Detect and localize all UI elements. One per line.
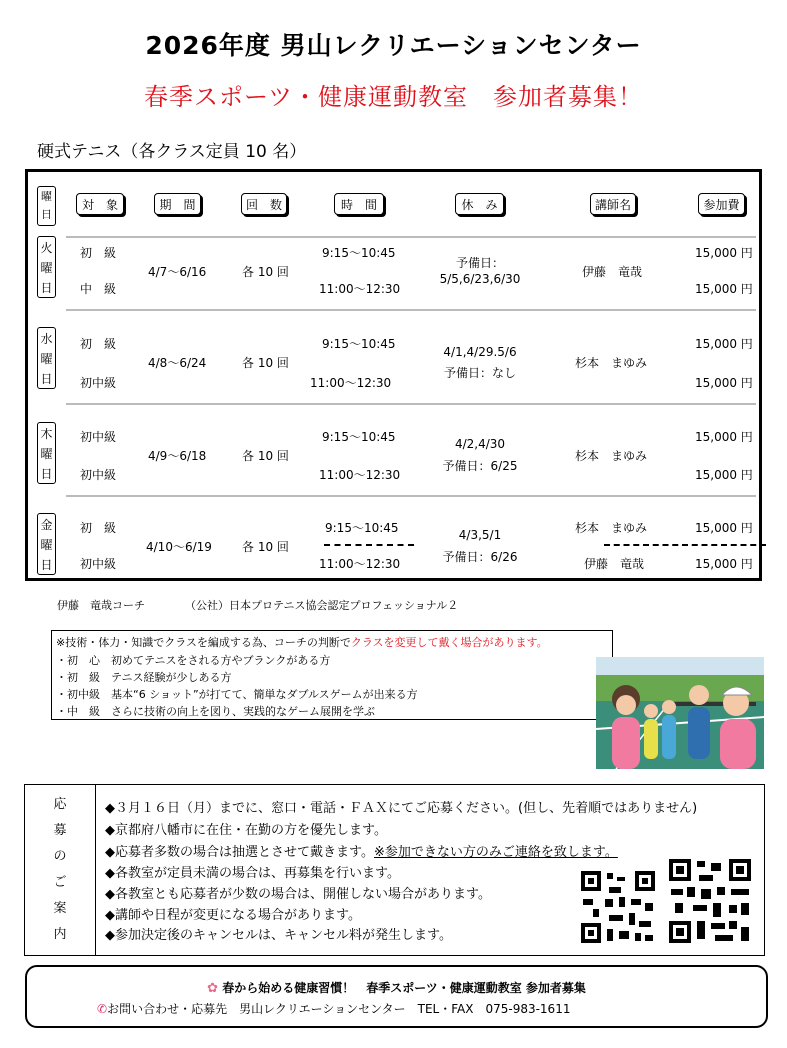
header-instructor: 講師名 bbox=[590, 193, 636, 215]
table-cell-holiday: 予備日：6/25 bbox=[442, 459, 518, 473]
header-time: 時 間 bbox=[334, 193, 384, 215]
table-cell-fee: 15,000 円 bbox=[695, 468, 753, 482]
table-cell-holiday: 4/1,4/29.5/6 bbox=[443, 345, 517, 359]
table-cell-level: 初中級 bbox=[80, 376, 117, 390]
footer-contact bbox=[25, 965, 768, 1028]
page-subtitle: 春季スポーツ・健康運動教室 参加者募集！ bbox=[143, 83, 644, 111]
footer-headline: ✿ 春から始める健康習慣！ 春季スポーツ・健康運動教室 参加者募集 bbox=[207, 981, 586, 996]
table-cell-holiday: 予備日：6/26 bbox=[442, 550, 518, 564]
application-item: ◆各教室とも応募者が少数の場合は、開催しない場合があります。 bbox=[105, 887, 491, 902]
table-cell-holiday: 予備日：なし bbox=[443, 366, 516, 380]
header-count: 回 数 bbox=[241, 193, 287, 215]
table-cell-time: 9:15～10:45 bbox=[322, 430, 396, 444]
table-cell-holiday: 5/5,6/23,6/30 bbox=[439, 272, 521, 286]
table-cell-fee: 15,000 円 bbox=[695, 246, 753, 260]
table-cell-fee: 15,000 円 bbox=[695, 337, 753, 351]
table-cell-time: 9:15～10:45 bbox=[322, 246, 396, 260]
application-item: ◆参加決定後のキャンセルは、キャンセル料が発生します。 bbox=[105, 928, 452, 943]
table-cell-count: 各 10 回 bbox=[242, 265, 289, 279]
level-item: ・初 心 初めてテニスをされる方やブランクがある方 bbox=[56, 654, 331, 667]
table-cell-level: 初中級 bbox=[80, 468, 117, 482]
table-cell-count: 各 10 回 bbox=[242, 356, 289, 370]
table-cell-time: 9:15～10:45 bbox=[325, 521, 399, 535]
header-day: 曜 日 bbox=[37, 186, 56, 226]
application-label: 応 募 の ご 案 内 bbox=[25, 785, 96, 955]
section-title: 硬式テニス（各クラス定員 10 名） bbox=[37, 142, 307, 162]
coach-note: 伊藤 竜哉コーチ （公社）日本プロテニス協会認定プロフェッショナル２ bbox=[57, 599, 459, 612]
level-notes-box bbox=[51, 630, 613, 720]
day-label-wed: 水 曜 日 bbox=[37, 327, 56, 389]
row-separator bbox=[66, 309, 756, 311]
application-item: ◆３月１６日（月）までに、窓口・電話・ＦＡＸにてご応募ください。(但し、先着順ではありません) bbox=[105, 801, 698, 816]
table-cell-holiday: 4/2,4/30 bbox=[454, 437, 506, 451]
level-item: ・初中級 基本“6 ショット”が打てて、簡単なダブルスゲームが出来る方 bbox=[56, 688, 418, 701]
flower-icon: ✿ bbox=[207, 981, 218, 996]
phone-icon: ✆ bbox=[97, 1002, 108, 1016]
table-cell-period: 4/10～6/19 bbox=[146, 540, 212, 554]
table-cell-instructor: 杉本 まゆみ bbox=[575, 356, 648, 370]
dashed-divider bbox=[604, 544, 766, 546]
table-cell-instructor: 伊藤 竜哉 bbox=[584, 557, 645, 571]
row-separator bbox=[66, 236, 756, 238]
table-cell-fee: 15,000 円 bbox=[695, 376, 753, 390]
class-warning: ※技術・体力・知識でクラスを編成する為、コーチの判断でクラスを変更して戴く場合があります。 bbox=[56, 636, 548, 649]
day-label-thu: 木 曜 日 bbox=[37, 422, 56, 484]
underlined-note: ※参加できない方のみご連絡を致します。 bbox=[373, 845, 618, 860]
day-label-tue: 火 曜 日 bbox=[37, 236, 56, 298]
table-cell-time: 9:15～10:45 bbox=[322, 337, 396, 351]
table-cell-instructor: 杉本 まゆみ bbox=[575, 449, 648, 463]
header-holiday: 休 み bbox=[455, 193, 504, 215]
level-item: ・初 級 テニス経験が少しある方 bbox=[56, 671, 232, 684]
table-cell-fee: 15,000 円 bbox=[695, 557, 753, 571]
table-cell-holiday: 4/3,5/1 bbox=[458, 528, 502, 542]
qr-code-icon[interactable] bbox=[579, 869, 657, 945]
application-item: ◆応募者多数の場合は抽選とさせて戴きます。※参加できない方のみご連絡を致します。 bbox=[105, 845, 618, 860]
table-cell-fee: 15,000 円 bbox=[695, 521, 753, 535]
table-cell-level: 初 級 bbox=[80, 246, 117, 260]
qr-code-icon[interactable] bbox=[667, 857, 753, 945]
table-cell-level: 中 級 bbox=[80, 282, 117, 296]
row-separator bbox=[66, 403, 756, 405]
table-cell-level: 初中級 bbox=[80, 557, 117, 571]
header-fee: 参加費 bbox=[698, 193, 745, 215]
header-period: 期 間 bbox=[154, 193, 201, 215]
table-cell-count: 各 10 回 bbox=[242, 540, 289, 554]
table-cell-time: 11:00～12:30 bbox=[319, 282, 401, 296]
application-info-box bbox=[24, 784, 765, 956]
row-separator bbox=[66, 495, 756, 497]
table-cell-period: 4/7～6/16 bbox=[148, 265, 207, 279]
table-cell-instructor: 杉本 まゆみ bbox=[575, 521, 648, 535]
table-cell-period: 4/9～6/18 bbox=[148, 449, 207, 463]
table-cell-level: 初 級 bbox=[80, 521, 117, 535]
table-cell-time: 11:00～12:30 bbox=[319, 468, 401, 482]
table-cell-period: 4/8～6/24 bbox=[148, 356, 207, 370]
application-item: ◆講師や日程が変更になる場合があります。 bbox=[105, 908, 361, 923]
tennis-illustration bbox=[596, 657, 764, 769]
level-item: ・中 級 さらに技術の向上を図り、実践的なゲーム展開を学ぶ bbox=[56, 705, 375, 718]
table-cell-fee: 15,000 円 bbox=[695, 282, 753, 296]
table-cell-fee: 15,000 円 bbox=[695, 430, 753, 444]
table-cell-time: 11:00～12:30 bbox=[310, 376, 392, 390]
table-cell-holiday: 予備日： bbox=[455, 256, 504, 270]
day-label-fri: 金 曜 日 bbox=[37, 513, 56, 575]
dashed-divider bbox=[324, 544, 414, 546]
footer-contact-line: ✆お問い合わせ・応募先 男山レクリエーションセンター TEL・FAX 075-983-1611 bbox=[97, 1002, 571, 1016]
header-target: 対 象 bbox=[76, 193, 124, 215]
page-title: 2026年度 男山レクリエーションセンター bbox=[145, 31, 642, 60]
application-item: ◆各教室が定員未満の場合は、再募集を行います。 bbox=[105, 866, 400, 881]
table-cell-level: 初中級 bbox=[80, 430, 117, 444]
application-item: ◆京都府八幡市に在住・在勤の方を優先します。 bbox=[105, 823, 387, 838]
table-cell-instructor: 伊藤 竜哉 bbox=[582, 265, 643, 279]
table-cell-count: 各 10 回 bbox=[242, 449, 289, 463]
table-cell-time: 11:00～12:30 bbox=[319, 557, 401, 571]
table-cell-level: 初 級 bbox=[80, 337, 117, 351]
